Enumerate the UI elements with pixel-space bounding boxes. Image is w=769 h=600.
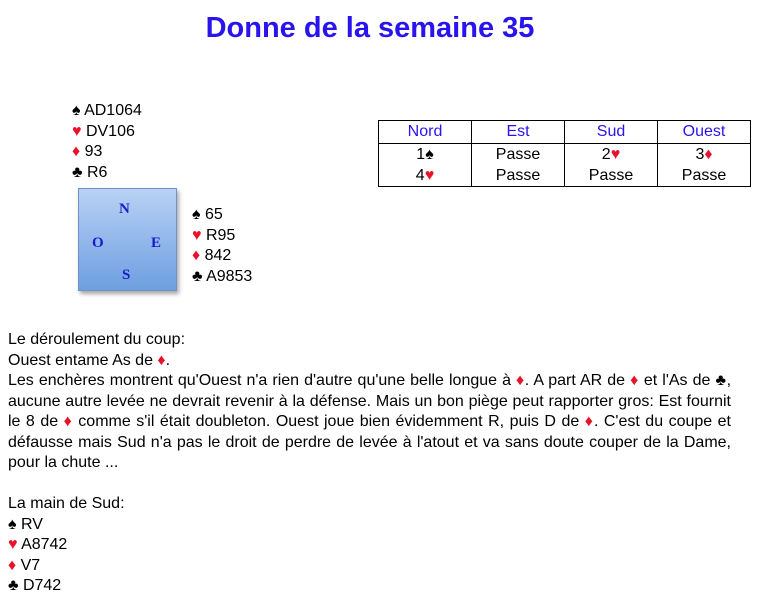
east-spades (192, 205, 252, 226)
text-run: . C'est du coupe et défausse mais Sud n'a pas le droit de perdre de levée à l'atout et va sans doute couper de la Dame, pour la chute ... (8, 413, 732, 471)
bidding-table (378, 120, 751, 187)
compass-s: S (122, 267, 131, 283)
text-run: . A part AR de (524, 372, 631, 389)
bid-level: 4 (415, 166, 425, 184)
east-diamonds (192, 246, 252, 267)
north-clubs (72, 163, 142, 184)
bidding-row (379, 144, 751, 166)
east-hand (192, 205, 252, 287)
bid-level: 1 (416, 145, 426, 163)
header-ouest: Ouest (658, 121, 751, 144)
compass-e: E (151, 235, 162, 251)
diamond-icon: ♦ (516, 372, 525, 389)
north-hearts-cards: DV106 (85, 122, 135, 140)
compass-n: N (119, 201, 130, 217)
bid-cell: Passe (472, 165, 565, 187)
text-run: . (165, 351, 171, 369)
text-run: et l'As de (638, 372, 716, 389)
south-hearts (8, 535, 731, 556)
east-hearts-cards: R95 (205, 226, 236, 244)
heart-icon: ♥ (610, 145, 621, 163)
diamond-icon: ♦ (584, 413, 594, 430)
section-heading: Le déroulement du coup: (8, 331, 186, 348)
diamond-icon: ♦ (8, 556, 17, 574)
text-run: Ouest entame As de (8, 351, 158, 369)
spade-icon: ♠ (72, 102, 81, 119)
club-icon: ♣ (715, 372, 727, 389)
north-hand (72, 101, 142, 183)
bid-cell (565, 144, 658, 166)
bid-cell: Passe (565, 165, 658, 187)
header-sud: Sud (565, 121, 658, 144)
spade-icon: ♠ (8, 515, 17, 533)
east-clubs (192, 267, 252, 288)
south-clubs-cards: D742 (22, 577, 62, 594)
south-hearts-cards: A8742 (21, 536, 68, 553)
opening-lead (8, 351, 731, 372)
heart-icon: ♥ (8, 536, 18, 553)
south-hand (8, 515, 731, 597)
diamond-icon: ♦ (630, 372, 639, 389)
south-spades-cards: RV (20, 515, 43, 533)
heart-icon: ♥ (72, 122, 82, 140)
header-nord: Nord (379, 121, 472, 144)
north-diamonds-cards: 93 (84, 143, 103, 160)
text-run: , aucune autre levée ne devrait revenir à la défense. Mais un bon piège peut rapporter gros: Est fournit le 8 de (8, 372, 732, 430)
north-spades (72, 101, 142, 122)
bid-cell (379, 144, 472, 166)
diamond-icon: ♦ (63, 413, 73, 430)
club-icon: ♣ (72, 163, 83, 181)
south-clubs (8, 576, 731, 597)
north-spades-cards: AD1064 (84, 102, 142, 119)
page-title: Donne de la semaine 35 (205, 12, 535, 44)
club-icon: ♣ (8, 577, 19, 594)
east-clubs-cards: A9853 (206, 267, 253, 285)
south-diamonds-cards: V7 (20, 556, 41, 574)
east-diamonds-cards: 842 (204, 247, 232, 264)
spacer (8, 474, 731, 495)
header-est: Est (472, 121, 565, 144)
north-clubs-cards: R6 (86, 163, 108, 181)
diamond-icon: ♦ (704, 145, 713, 163)
bid-level: 3 (695, 145, 705, 163)
north-hearts (72, 122, 142, 143)
text-run: comme s'il était doubleton. Ouest joue bien évidemment R, puis D de (72, 413, 585, 430)
spade-icon: ♠ (425, 145, 434, 163)
south-spades (8, 515, 731, 536)
bid-cell: Passe (658, 165, 751, 187)
text-run: Les enchères montrent qu'Ouest n'a rien d'autre qu'une belle longue à (8, 372, 517, 389)
spade-icon: ♠ (192, 206, 201, 223)
heart-icon: ♥ (192, 226, 202, 244)
south-diamonds (8, 556, 731, 577)
bid-level: 2 (601, 145, 611, 163)
north-diamonds (72, 142, 142, 163)
east-hearts (192, 226, 252, 247)
heart-icon: ♥ (424, 166, 435, 184)
bidding-row (379, 165, 751, 187)
analysis-paragraph (8, 371, 731, 474)
diamond-icon: ♦ (72, 143, 81, 160)
club-icon: ♣ (192, 267, 203, 285)
diamond-icon: ♦ (157, 351, 166, 369)
bid-cell (658, 144, 751, 166)
commentary (8, 330, 731, 597)
bid-cell (379, 165, 472, 187)
east-spades-cards: 65 (204, 206, 223, 223)
bidding-header-row (379, 121, 751, 144)
compass-box (78, 188, 177, 291)
compass-o: O (92, 235, 104, 251)
south-heading: La main de Sud: (8, 495, 125, 512)
diamond-icon: ♦ (192, 247, 201, 264)
bid-cell: Passe (472, 144, 565, 166)
